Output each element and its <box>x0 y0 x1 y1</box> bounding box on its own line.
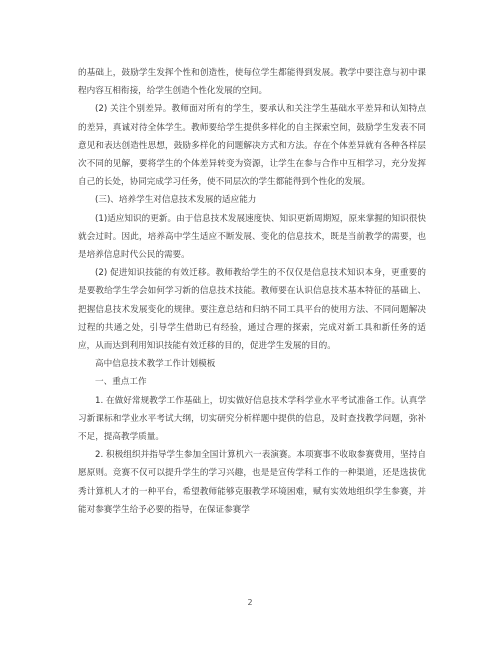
document-body <box>78 64 426 519</box>
paragraph-key-work-2: 2. 积极组织并指导学生参加全国计算机六一表演赛。本项赛事不收取参赛费用，坚持自愿原则。竞赛不仅可以提升学生的学习兴趣，也是是宣传学科工作的一种渠道，还是选拔优秀计算机人才的一种平台，希望教师能够克服教学环境困难，赋有实效地组织学生参赛，并能对参赛学生给予必要的指导，在保证参赛学 <box>78 450 426 515</box>
paragraph-key-work-1: 1. 在做好常规教学工作基础上，切实做好信息技术学科学业水平考试准备工作。认真学习新课标和学业水平考试大纲，切实研究分析样题中提供的信息，及时查找教学问题，弥补不足，提高教学质量。 <box>78 395 426 443</box>
section-heading-key-work: 一、重点工作 <box>95 377 147 388</box>
paragraph-knowledge-update: (1)适应知识的更新。由于信息技术发展速度快、知识更新周期短，原来掌握的知识很快就会过时。因此，培养高中学生适应不断发展、变化的信息技术，既是当前教学的需要，也是培养信息时代公民的需要。 <box>78 213 426 261</box>
paragraph-individual-differences: (2) 关注个别差异。教师面对所有的学生，要承认和关注学生基础水平差异和认知特点的差异，真诚对待全体学生。教师要给学生提供多样化的自主探索空间，鼓励学生发表不同意见和表达创造性思想，鼓励多样化的问题解决方式和方法。存在个体差异就有各种各样层次不同的见解，要将学生的个体差异转变为资源，让学生在参与合作中互相学习，充分发挥自己的长处，协同完成学习任务，使不同层次的学生都能得到个性化的发展。 <box>78 104 426 188</box>
plan-template-title: 高中信息技术教学工作计划模板 <box>95 359 216 370</box>
page-number: 2 <box>247 598 253 607</box>
paragraph-skill-transfer: (2) 促进知识技能的有效迁移。教师教给学生的不仅仅是信息技术知识本身，更重要的是要教给学生学会如何学习新的信息技术技能。教师要在认识信息技术基本特征的基础上、把握信息技术发展变化的规律。要注意总结和归纳不同工具平台的使用方法、不同问题解决过程的共通之处，引导学生借助已有经验，通过合理的探索，完成对新工具和新任务的适应，从而达到利用知识技能有效迁移的目的，促进学生发展的目的。 <box>78 268 426 352</box>
paragraph-continuation: 的基础上，鼓励学生发挥个性和创造性，使每位学生都能得到发展。教学中要注意与初中课程内容互相衔接，给学生创造个性化发展的空间。 <box>78 68 426 97</box>
section-heading-adaptability: (三)、培养学生对信息技术发展的适应能力 <box>95 195 257 206</box>
